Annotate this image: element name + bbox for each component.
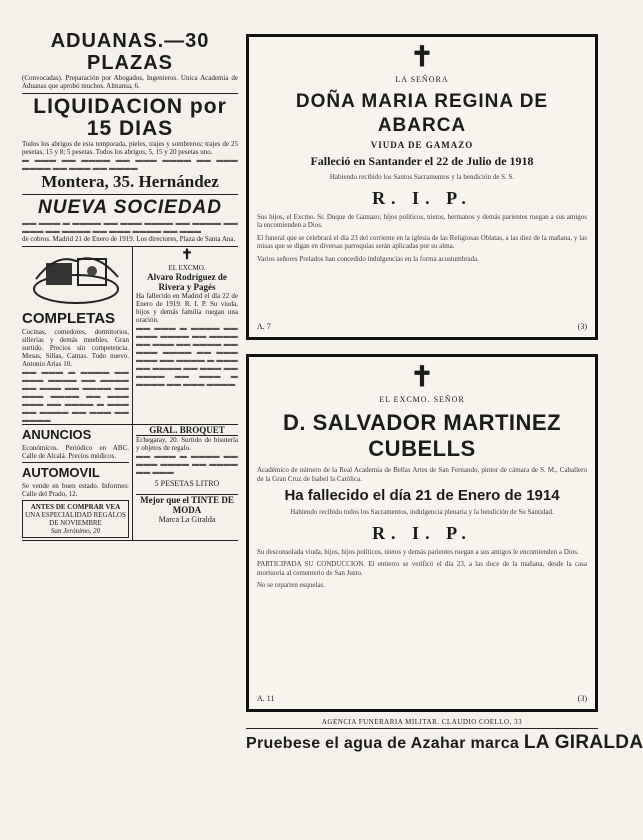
n2-heading: EL EXCMO. SEÑOR — [379, 395, 465, 404]
cross-icon: ✝ — [410, 42, 434, 73]
automovil-text: Se vende en buen estado. Informes: Calle del Prado, 12. — [22, 482, 129, 498]
anuncios-text: Económicos. Periódico en ABC. Calle de Alcalá. Precios módicos. — [22, 444, 129, 460]
cross-icon-2: ✝ — [410, 362, 434, 393]
n1-p3: Varios señores Prelados han concedido indulgencias en la forma acostumbrada. — [257, 254, 479, 263]
gral-title: GRAL. BROQUET — [136, 425, 238, 436]
completas-text: Cocinas, comedores, dormitorios, sillerías y demás muebles. Gran surtido. Precios sin competencia. Mesas, Sillas, Camas. Todo nuevo. Antonio Arias 10. — [22, 328, 129, 368]
n2-rip: R. I. P. — [372, 522, 472, 543]
tinte-line: Mejor que el TINTE DE MODA — [136, 494, 238, 515]
obituary-regina — [246, 34, 598, 340]
box-address: San Jerónimo, 20 — [50, 527, 101, 535]
n2-right-code: (3) — [577, 694, 587, 703]
n1-viuda: VIUDA DE GAMAZO — [370, 140, 474, 150]
n1-right-code: (3) — [577, 322, 587, 331]
aduanas-text: (Convocadas). Preparación por Abogados, Ingenieros. Unica Academia de Aduanas que aprobó muchos. Almansa, 6. — [22, 74, 238, 90]
ad-nueva-sociedad — [22, 195, 238, 247]
liquidacion-title: LIQUIDACION por 15 DIAS — [33, 95, 227, 140]
liquidacion-text: Todos los abrigos de esta temporada, pieles, trajes y sombreros; trajes de 25 pesetas, 15 y 8; 5 pesetas. Todos los abrigos, 5, 15 y 20 pesetas uno. — [22, 140, 238, 156]
furniture-icon — [26, 249, 126, 307]
aduanas-title: ADUANAS.—30 PLAZAS — [50, 30, 210, 74]
ad-row-completas — [22, 247, 238, 425]
n1-left-code: A. 7 — [257, 322, 271, 331]
liquidacion-filler: ▬ ▬▬▬ ▬▬ ▬▬▬▬ ▬▬ ▬▬▬ ▬▬▬▬ ▬▬ ▬▬▬ ▬▬▬▬ ▬▬ ▬▬▬ ▬▬ ▬▬▬▬ — [22, 156, 238, 172]
alvaro-filler: ▬▬ ▬▬▬ ▬ ▬▬▬▬ ▬▬ ▬▬▬ ▬▬▬▬ ▬▬ ▬▬▬▬ ▬▬ ▬▬▬ ▬▬ ▬▬▬▬ ▬▬ ▬▬▬ ▬▬▬▬ ▬▬ ▬▬▬ ▬▬▬ ▬▬ ▬▬▬▬ ▬ ▬▬▬ ▬▬ ▬▬▬▬ ▬▬ ▬▬▬ ▬▬ ▬▬▬▬ ▬▬ ▬▬▬ ▬ ▬▬▬▬ ▬▬ ▬▬▬ ▬▬▬▬ — [136, 324, 238, 388]
completas-title: COMPLETAS — [22, 310, 116, 327]
n2-p1: Su desconsolada viuda, hijos, hijos políticos, nietos y demás parientes ruegan a sus amigos le encomienden a Dios. — [257, 547, 579, 556]
obituary-martinez-cubells — [246, 354, 598, 712]
n1-rip: R. I. P. — [372, 187, 472, 208]
small-cross-icon: ✝ — [181, 248, 193, 263]
automovil-title: AUTOMOVIL — [22, 462, 129, 482]
n2-sacraments: Habiendo recibido todos los Sacramentos, indulgencia plenaria y la bendición de Su Santidad. — [290, 508, 554, 516]
alvaro-heading: EL EXCMO. — [168, 264, 206, 272]
alvaro-text: Ha fallecido en Madrid el día 22 de Enero de 1919. R. I. P. Su viuda, hijos y demás familia ruegan una oración. — [136, 292, 238, 324]
n2-p3: No se reparten esquelas. — [257, 581, 326, 589]
nueva-title: NUEVA SOCIEDAD — [38, 197, 222, 218]
n1-died: Falleció en Santander el 22 de Julio de 1918 — [310, 154, 534, 168]
slogan-brand: LA GIRALDA — [523, 732, 643, 753]
agency-line: AGENCIA FUNERARIA MILITAR. CLAUDIO COELLO, 33 — [246, 718, 598, 729]
completas-filler: ▬▬ ▬▬▬ ▬ ▬▬▬▬ ▬▬ ▬▬▬ ▬▬▬▬ ▬▬ ▬▬▬▬ ▬▬ ▬▬▬ ▬▬ ▬▬▬▬ ▬▬ ▬▬▬ ▬▬▬▬ ▬▬ ▬▬▬ ▬▬▬ ▬▬ ▬▬▬▬ ▬ ▬▬▬ ▬▬ ▬▬▬▬ ▬▬ ▬▬▬ ▬▬ ▬▬▬▬ — [22, 368, 129, 424]
ad-liquidacion — [22, 94, 238, 195]
n1-p2: El funeral que se celebrará el día 23 del corriente en la iglesia de las Religiosas Oblatas, a las diez de la mañana, y las misas que se digan en diversas parroquias serán aplicadas por su alma. — [257, 233, 587, 250]
giralda-small: Marca La Giralda — [158, 515, 216, 524]
furniture-illustration — [22, 247, 129, 309]
boxed-ad — [22, 500, 129, 538]
nueva-text: de cobros. Madrid 21 de Enero de 1919. Los directores, Plaza de Santa Ana. — [22, 235, 236, 243]
n2-p2: PARTICIPADA SU CONDUCCION. El entierro se verificó el día 23, a las doce de la mañana, desde la casa mortuoria al cementerio de San Justo. — [257, 560, 587, 577]
n1-sacraments: Habiendo recibido los Santos Sacramentos y la bendición de S. S. — [329, 173, 515, 181]
n2-p0: Académico de número de la Real Academia de Bellas Artes de San Fernando, pintor de cámara de S. M., Caballero de la Gran Cruz de Isabel la Católica. — [257, 466, 587, 483]
box-text: UNA ESPECIALIDAD REGALOS DE NOVIEMBRE — [25, 511, 126, 527]
ad-row-anuncios: ANUNCIOS Económicos. Periódico en ABC. Calle de Alcalá. Precios módicos. AUTOMOVIL Se vende en buen estado. Informes: Calle del Prado, 12. ANTES DE COMPRAR VEA UNA ESPECIALIDAD REGALOS DE NOVIEMBRE San Jerónimo, 20 GRAL. BROQUET Echegaray, 20. Surtido de bisutería y objetos de regalo. ▬▬ ▬▬▬ ▬ ▬▬▬▬ ▬▬ ▬▬▬ ▬▬▬▬ ▬▬ ▬▬▬▬ ▬▬ ▬▬▬ 5 PESETAS LITRO Mejor que el TINTE DE MODA Marca La Giralda — [22, 425, 238, 541]
ad-esquela-alvaro — [132, 247, 238, 424]
n1-p1: Sus hijos, el Excmo. Sr. Duque de Gamazo; hijos políticos, nietos, hermanos y demás parientes ruegan a sus amigos la encomienden a Dios. — [257, 212, 587, 229]
gral-text: Echegaray, 20. Surtido de bisutería y objetos de regalo. — [136, 436, 238, 452]
giralda-slogan — [246, 732, 643, 754]
ad-aduanas — [22, 28, 238, 94]
n2-left-code: A. 11 — [257, 694, 275, 703]
n1-heading: LA SEÑORA — [395, 75, 449, 84]
ad-completas — [22, 247, 132, 424]
n2-name: D. SALVADOR MARTINEZ CUBELLS — [282, 410, 562, 461]
left-advert-column — [22, 28, 238, 808]
anuncios-title: ANUNCIOS — [22, 427, 92, 442]
pesetas-line: 5 PESETAS LITRO — [154, 479, 220, 488]
slogan-pre: Pruebese el agua de Azahar marca — [246, 735, 520, 752]
n1-name: DOÑA MARIA REGINA DE ABARCA — [295, 91, 549, 136]
n2-died: Ha fallecido el día 21 de Enero de 1914 — [284, 487, 560, 504]
montera-line: Montera, 35. Hernández — [41, 172, 219, 191]
nueva-filler: ▬▬ ▬▬▬ ▬ ▬▬▬▬ ▬▬ ▬▬▬ ▬▬▬▬ ▬▬ ▬▬▬▬ ▬▬ ▬▬▬ ▬▬ ▬▬▬▬ ▬▬ ▬▬▬ ▬▬▬▬ ▬▬ ▬▬▬ — [22, 219, 238, 235]
antes-line: ANTES DE COMPRAR VEA — [30, 503, 121, 511]
alvaro-name: Alvaro Rodríguez de Rivera y Pagés — [147, 272, 227, 292]
